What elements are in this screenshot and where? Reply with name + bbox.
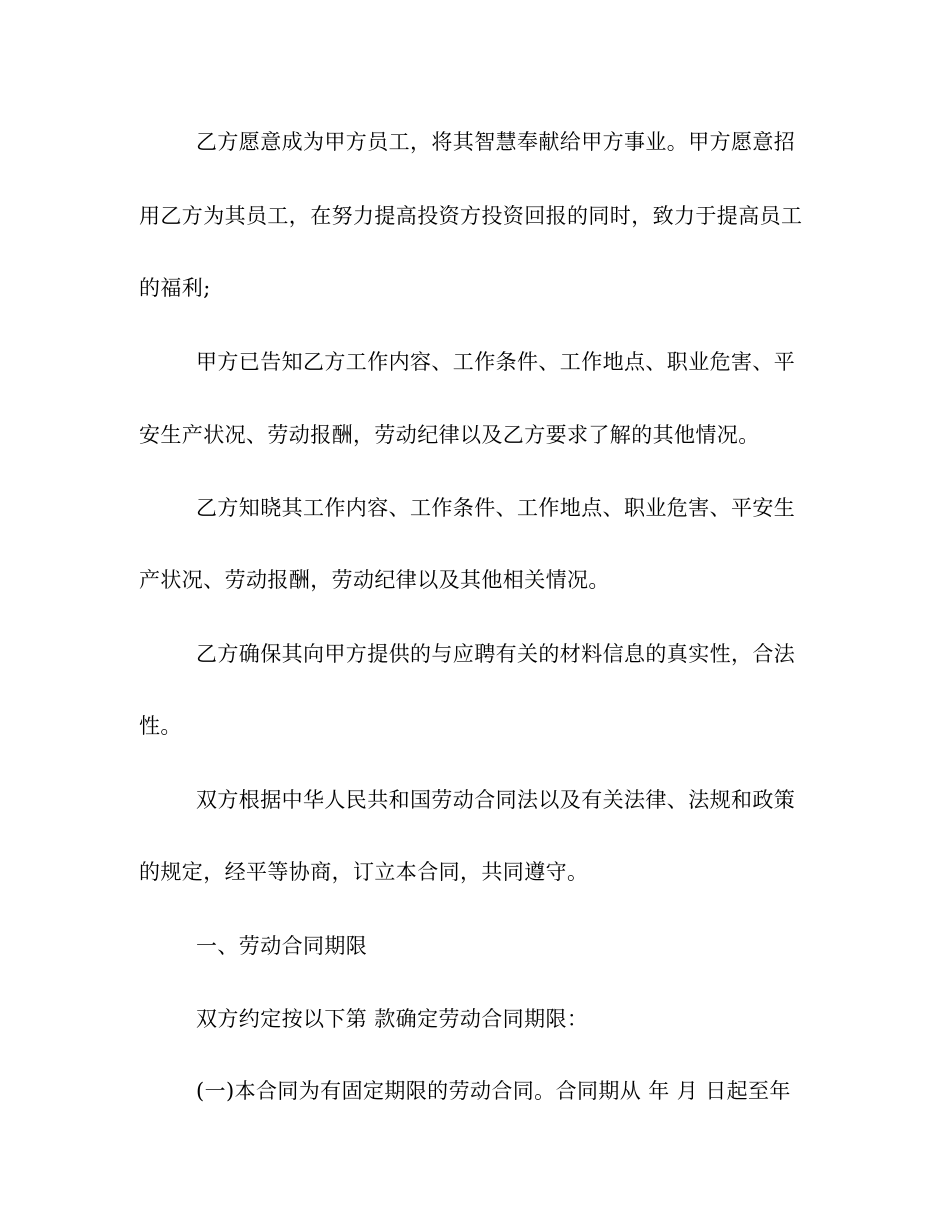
paragraph-7-line-1: (一)本合同为有固定期限的劳动合同。合同期从 年 月 日起至年: [196, 1079, 791, 1103]
paragraph-5-line-1: 双方根据中华人民共和国劳动合同法以及有关法律、法规和政策: [196, 788, 796, 812]
paragraph-6-line-1: 双方约定按以下第 款确定劳动合同期限：: [196, 1007, 589, 1031]
paragraph-2-line-1: 甲方已告知乙方工作内容、工作条件、工作地点、职业危害、平: [196, 350, 796, 374]
paragraph-3-line-2: 产状况、劳动报酬，劳动纪律以及其他相关情况。: [139, 568, 610, 592]
paragraph-3-line-1: 乙方知晓其工作内容、工作条件、工作地点、职业危害、平安生: [196, 496, 796, 520]
paragraph-5-line-2: 的规定，经平等协商，订立本合同，共同遵守。: [139, 860, 589, 884]
section-heading: 一、劳动合同期限: [196, 934, 368, 958]
paragraph-1-line-1: 乙方愿意成为甲方员工，将其智慧奉献给甲方事业。甲方愿意招: [196, 130, 796, 154]
paragraph-1-line-3: 的福利;: [139, 276, 211, 300]
paragraph-1-line-2: 用乙方为其员工，在努力提高投资方投资回报的同时，致力于提高员工: [139, 204, 803, 228]
paragraph-4-line-1: 乙方确保其向甲方提供的与应聘有关的材料信息的真实性，合法: [196, 642, 796, 666]
paragraph-2-line-2: 安生产状况、劳动报酬，劳动纪律以及乙方要求了解的其他情况。: [139, 423, 760, 447]
paragraph-4-line-2: 性。: [139, 714, 182, 738]
